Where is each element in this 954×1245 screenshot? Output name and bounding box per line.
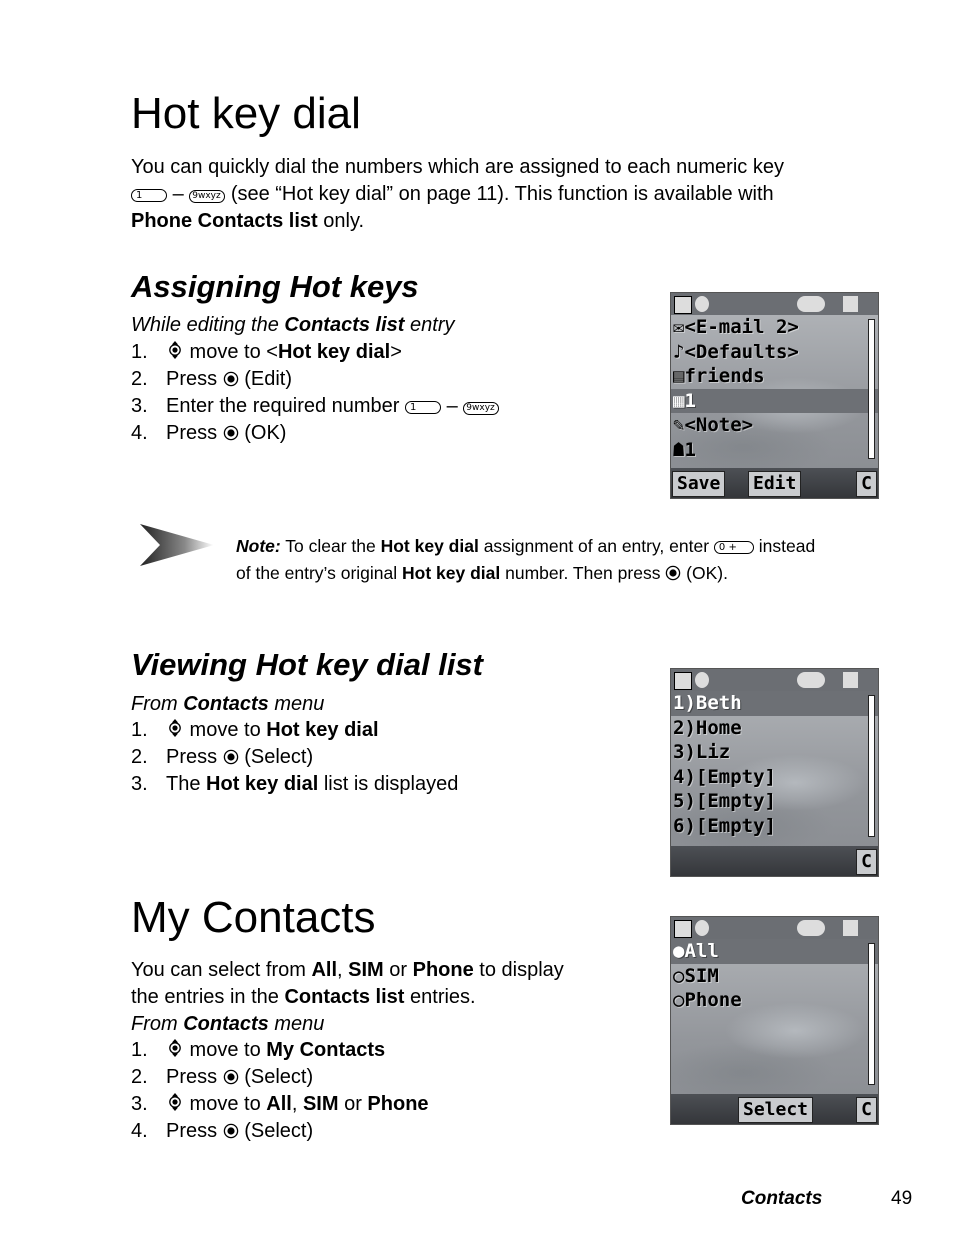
row-label: 1)Beth — [673, 692, 742, 714]
screen-row-selected: ▦1 — [671, 389, 878, 414]
key-9-icon: 9wxyz — [189, 190, 225, 203]
lead-bold: Contacts — [183, 1013, 269, 1035]
lead-italic: From — [131, 1013, 184, 1035]
screen-row: ▤friends — [673, 365, 765, 387]
navigation-key-icon — [166, 340, 184, 360]
list-item — [131, 393, 499, 420]
ok-key-icon — [223, 1123, 239, 1139]
step-text: Press — [166, 1120, 223, 1142]
list-item — [131, 420, 499, 447]
step-bold: SIM — [302, 1093, 339, 1115]
para-text: You can select from — [131, 959, 312, 981]
para-text: or — [383, 959, 413, 981]
contact-icon — [695, 920, 709, 936]
ok-key-icon — [223, 1069, 239, 1085]
key-1-icon: 1 — [405, 401, 441, 414]
viewing-steps — [131, 717, 458, 798]
scrollbar — [868, 319, 875, 459]
key-9-icon: 9wxyz — [463, 402, 499, 415]
footer-section-title: Contacts — [741, 1188, 823, 1209]
list-item — [131, 1118, 429, 1145]
page-number: 49 — [891, 1188, 913, 1209]
list-item — [131, 717, 458, 744]
section-heading-assigning: Assigning Hot keys — [131, 269, 419, 304]
screen-row-selected — [671, 939, 878, 964]
note-text: of the entry’s original — [236, 563, 403, 583]
radio-empty-icon: ○ — [673, 964, 685, 987]
step-text: The — [166, 773, 207, 795]
step-bold: All — [266, 1093, 292, 1115]
intro-paragraph — [131, 154, 871, 235]
status-bar — [671, 669, 878, 691]
step-bold: Phone — [367, 1093, 429, 1115]
step-number: 1. — [131, 341, 148, 363]
ok-key-icon — [665, 565, 681, 581]
step-text: Press — [166, 746, 223, 768]
page-title: Hot key dial — [131, 89, 361, 138]
ok-key-icon — [223, 371, 239, 387]
list-item — [131, 744, 458, 771]
scrollbar — [868, 695, 875, 837]
row-label: 1 — [684, 389, 696, 412]
note-box — [236, 533, 896, 587]
list-item — [131, 1037, 429, 1064]
viewing-lead-italic: From — [131, 693, 184, 715]
para-bold: All — [311, 959, 338, 981]
signal-icon — [843, 920, 873, 936]
note-text: number. Then press — [500, 563, 666, 583]
screen-row — [671, 814, 878, 839]
row-label: 6)[Empty] — [673, 814, 776, 837]
section-heading-viewing: Viewing Hot key dial list — [131, 647, 483, 682]
signal-icon — [843, 672, 873, 688]
radio-empty-icon: ○ — [673, 989, 685, 1011]
step-text: Press — [166, 422, 223, 444]
step-text: (Select) — [238, 1066, 314, 1088]
step-text: Press — [166, 368, 223, 390]
viewing-lead-tail: menu — [268, 693, 325, 715]
viewing-lead — [131, 691, 324, 718]
screen-row-selected — [671, 691, 878, 716]
step-text: (OK) — [238, 422, 287, 444]
softkey-edit: Edit — [748, 471, 801, 497]
para-text: , — [337, 959, 349, 981]
screen-row — [671, 740, 878, 765]
screen-rows — [671, 315, 878, 462]
row-label: 3)Liz — [673, 741, 731, 763]
key-0-icon: 0 + — [714, 541, 754, 554]
note-text: instead — [753, 536, 816, 556]
status-bar — [671, 293, 878, 315]
step-text: Enter the required number — [166, 395, 406, 417]
navigation-key-icon — [166, 1038, 184, 1058]
note-label: Note: — [236, 536, 281, 556]
screen-row — [671, 716, 878, 741]
step-text: Press — [166, 1066, 223, 1088]
list-item — [131, 771, 458, 798]
screen-row — [671, 765, 878, 790]
step-text: move to — [184, 1039, 267, 1061]
step-text: , — [291, 1093, 303, 1115]
step-number: 4. — [131, 1120, 148, 1142]
para-bold: SIM — [348, 959, 384, 981]
step-text: move to — [184, 1093, 267, 1115]
step-bold: Hot key dial — [206, 773, 319, 795]
step-number: 4. — [131, 422, 148, 444]
intro-text-1: You can quickly dial the numbers which are assigned to each numeric key — [131, 156, 784, 178]
battery-icon — [674, 920, 692, 938]
radio-selected-icon: ● — [673, 940, 685, 962]
step-text: or — [338, 1093, 368, 1115]
screen-row: ☗1 — [673, 438, 696, 461]
step-bold: Hot key dial — [266, 719, 379, 741]
note-text: (OK). — [681, 563, 728, 583]
step-number: 1. — [131, 719, 148, 741]
step-number: 1. — [131, 1039, 148, 1061]
para-bold: Phone — [412, 959, 474, 981]
row-label: <Note> — [684, 414, 754, 436]
step-text: move to — [184, 719, 267, 741]
soft-key-bar — [671, 1094, 878, 1124]
row-label: All — [684, 940, 719, 962]
step-text: (Select) — [238, 1120, 314, 1142]
note-text: To clear the — [280, 536, 381, 556]
row-label: SIM — [684, 964, 719, 987]
my-contacts-steps — [131, 1037, 429, 1145]
step-text: (Select) — [238, 746, 314, 768]
note-text: assignment of an entry, enter — [478, 536, 714, 556]
intro-text-3: only. — [317, 210, 365, 232]
my-contacts-paragraph — [131, 957, 631, 1038]
status-bar — [671, 917, 878, 939]
intro-text-2: (see “Hot key dial” on page 11). This function is available with — [230, 183, 774, 205]
step-dash: – — [441, 395, 464, 417]
ok-key-icon — [223, 425, 239, 441]
screen-row — [671, 789, 878, 814]
row-label: friends — [684, 365, 765, 387]
viewing-lead-bold: Contacts — [183, 693, 269, 715]
step-number: 2. — [131, 1066, 148, 1088]
step-number: 3. — [131, 773, 148, 795]
screen-rows — [671, 691, 878, 838]
softkey-clear: C — [856, 471, 877, 497]
softkey-clear: C — [856, 849, 877, 875]
battery-icon — [674, 296, 692, 314]
screen-row — [671, 964, 878, 989]
scrollbar — [868, 943, 875, 1085]
screen-rows — [671, 939, 878, 1013]
step-bold: My Contacts — [266, 1039, 386, 1061]
soft-key-bar — [671, 846, 878, 876]
intro-dash: – — [172, 183, 184, 205]
step-number: 3. — [131, 1093, 148, 1115]
step-number: 2. — [131, 368, 148, 390]
signal-icon — [843, 296, 873, 312]
para-text: to display — [473, 959, 564, 981]
phone-screen-hot-key-list — [670, 668, 879, 877]
para-bold: Contacts list — [284, 986, 405, 1008]
row-label: 2)Home — [673, 716, 742, 739]
note-bold: Hot key dial — [380, 536, 479, 556]
ringer-icon — [797, 920, 825, 936]
softkey-select: Select — [738, 1097, 813, 1123]
list-item — [131, 366, 499, 393]
soft-key-bar — [671, 468, 878, 498]
screen-row: ✎<Note> — [673, 414, 754, 436]
row-label: <E-mail 2> — [684, 316, 799, 338]
step-text: move to < — [184, 341, 278, 363]
softkey-clear: C — [856, 1097, 877, 1123]
row-label: 4)[Empty] — [673, 765, 776, 788]
list-item — [131, 339, 499, 366]
list-item — [131, 1091, 429, 1118]
step-number: 2. — [131, 746, 148, 768]
contact-icon — [695, 296, 709, 312]
list-item — [131, 1064, 429, 1091]
ok-key-icon — [223, 749, 239, 765]
step-text: (Edit) — [238, 368, 293, 390]
assigning-lead-italic: While editing the — [131, 314, 285, 336]
step-text: list is displayed — [318, 773, 459, 795]
key-1-icon: 1 — [131, 189, 167, 202]
row-label: 1 — [684, 438, 696, 461]
navigation-key-icon — [166, 1092, 184, 1112]
contact-icon — [695, 672, 709, 688]
step-number: 3. — [131, 395, 148, 417]
row-label: Phone — [684, 989, 742, 1011]
screen-row — [671, 988, 878, 1013]
battery-icon — [674, 672, 692, 690]
row-label: <Defaults> — [684, 340, 799, 363]
note-bold: Hot key dial — [402, 563, 501, 583]
intro-bold-phone-contacts: Phone Contacts list — [131, 210, 318, 232]
screen-row: ✉<E-mail 2> — [673, 316, 799, 338]
softkey-save: Save — [672, 471, 725, 497]
para-text: the entries in the — [131, 986, 285, 1008]
assigning-lead-bold: Contacts list — [284, 314, 405, 336]
screen-row: ♪<Defaults> — [673, 340, 799, 363]
ringer-icon — [797, 672, 825, 688]
assigning-lead — [131, 312, 454, 339]
step-text: > — [390, 341, 402, 363]
assigning-lead-tail: entry — [404, 314, 455, 336]
phone-screen-my-contacts — [670, 916, 879, 1125]
para-text: entries. — [404, 986, 476, 1008]
navigation-key-icon — [166, 718, 184, 738]
heading-my-contacts: My Contacts — [131, 893, 376, 942]
row-label: 5)[Empty] — [673, 790, 776, 812]
ringer-icon — [797, 296, 825, 312]
step-bold: Hot key dial — [277, 341, 391, 363]
lead-tail: menu — [268, 1013, 325, 1035]
note-arrow-icon — [138, 522, 216, 568]
phone-screen-contact-edit — [670, 292, 879, 499]
assigning-steps — [131, 339, 499, 447]
